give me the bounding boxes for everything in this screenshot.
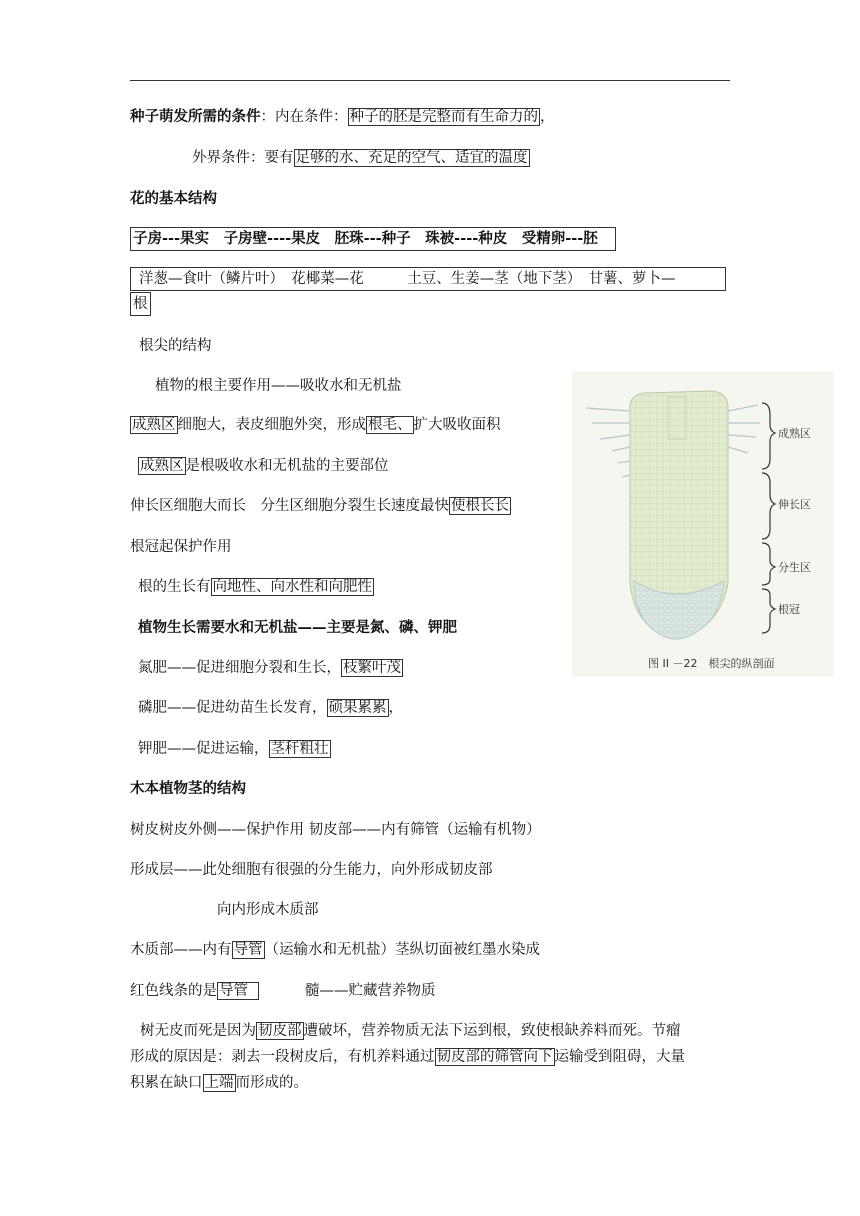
xylem-line xyxy=(130,939,540,961)
para-text-4: 运输受到阻碍，大量 xyxy=(554,1049,685,1065)
inner-end: ， xyxy=(540,109,555,125)
mature-zone-text: 细胞大，表皮细胞外突，形成 xyxy=(177,417,366,433)
flower-mapping: 子房---果实 子房壁----果皮 胚珠---种子 珠被----种皮 受精卵---胚 xyxy=(130,227,616,251)
cambium-line: 形成层——此处细胞有很强的分生能力，向外形成韧皮部 xyxy=(130,862,493,878)
outer-condition-label: 外界条件：要有 xyxy=(192,150,294,166)
edible-parts-line1: 洋葱—食叶（鳞片叶） 花椰菜—花 土豆、生姜—茎（地下茎） 甘薯、萝卜— xyxy=(130,267,726,291)
paragraph-line3 xyxy=(130,1072,308,1094)
root-tip-illustration xyxy=(572,371,834,677)
header-rule xyxy=(130,80,730,81)
phosphorus-text: 磷肥——促进幼苗生长发育， xyxy=(138,700,327,716)
elongation-text: 伸长区细胞大而长 分生区细胞分裂生长速度最快 xyxy=(130,498,449,514)
outer-condition-answer: 足够的水、充足的空气、适宜的温度 xyxy=(295,150,528,166)
para-text-5: 积累在缺口 xyxy=(130,1075,203,1091)
root-function: 植物的根主要作用——吸收水和无机盐 xyxy=(155,378,402,394)
stem-title: 木本植物茎的结构 xyxy=(130,780,246,797)
para-text-1: 树无皮而死是因为 xyxy=(140,1023,256,1039)
edible-parts-line2: 根 xyxy=(130,292,151,316)
potassium-line xyxy=(138,738,331,760)
xylem-end: （运输水和无机盐）茎纵切面被红墨水染成 xyxy=(264,942,540,958)
main-absorb-box: 成熟区 xyxy=(140,458,184,474)
mature-zone-line xyxy=(130,414,501,436)
main-absorb-text: 是根吸收水和无机盐的主要部位 xyxy=(185,458,389,474)
potassium-box: 茎秆粗壮 xyxy=(270,741,329,757)
vessel-text: 红色线条的是 xyxy=(130,983,217,999)
phosphorus-line xyxy=(138,697,403,719)
phosphorus-box: 硕果累累 xyxy=(328,700,387,716)
germination-title: 种子萌发所需的条件 xyxy=(130,108,261,125)
para-text-6: 而形成的。 xyxy=(235,1075,308,1091)
label-root-cap: 根冠 xyxy=(778,603,800,616)
sieve-tube-box: 韧皮部的筛管向下 xyxy=(436,1049,553,1065)
inward-line: 向内形成木质部 xyxy=(217,902,319,918)
para-text-3: 形成的原因是：剥去一段树皮后，有机养料通过 xyxy=(130,1049,435,1065)
figure-caption: 图 II －22 根尖的纵剖面 xyxy=(648,657,775,670)
zone-brackets xyxy=(762,403,775,633)
pith-text: 髓——贮藏营养物质 xyxy=(305,983,436,999)
potassium-text: 钾肥——促进运输， xyxy=(138,741,269,757)
vessel-box: 导管 xyxy=(217,982,259,1000)
label-maturation-zone: 成熟区 xyxy=(778,427,811,440)
label-elongation-zone: 伸长区 xyxy=(778,498,811,511)
root-cap-line: 根冠起保护作用 xyxy=(130,539,232,555)
vessel-line xyxy=(130,980,436,1002)
xylem-box: 导管 xyxy=(233,942,263,958)
germination-outer-line xyxy=(192,147,530,169)
root-tip-title: 根尖的结构 xyxy=(139,338,212,354)
mature-zone-end: 扩大吸收面积 xyxy=(413,417,501,433)
growth-line xyxy=(138,576,374,598)
elongation-line xyxy=(130,495,511,517)
root-hair-box: 根毛、 xyxy=(368,417,412,433)
elongation-box: 使根长长 xyxy=(451,498,509,514)
phosphorus-end: ， xyxy=(388,700,403,716)
label-meristem-zone: 分生区 xyxy=(778,561,811,574)
upper-end-box: 上端 xyxy=(204,1075,234,1091)
paragraph-line2 xyxy=(130,1046,685,1068)
bark-line: 树皮树皮外侧——保护作用 韧皮部——内有筛管（运输有机物） xyxy=(130,822,541,838)
nitrogen-text: 氮肥——促进细胞分裂和生长， xyxy=(138,660,341,676)
nitrogen-box: 枝繁叶茂 xyxy=(343,660,401,676)
fertilizer-title: 植物生长需要水和无机盐——主要是氮、磷、钾肥 xyxy=(138,619,457,636)
inner-condition-answer: 种子的胚是完整而有生命力的 xyxy=(349,109,538,125)
germination-inner-line xyxy=(130,106,555,128)
inner-condition-label: ：内在条件： xyxy=(260,109,348,125)
nitrogen-line xyxy=(138,657,403,679)
growth-box: 向地性、向水性和向肥性 xyxy=(212,579,372,595)
para-text-2: 遭破坏，营养物质无法下运到根，致使根缺养料而死。节瘤 xyxy=(303,1023,681,1039)
root-tip-figure xyxy=(572,371,834,677)
main-absorb-line xyxy=(138,455,389,477)
flower-title: 花的基本结构 xyxy=(130,190,217,207)
mature-zone-box: 成熟区 xyxy=(132,417,176,433)
paragraph-line1 xyxy=(140,1020,681,1042)
growth-text: 根的生长有 xyxy=(138,579,211,595)
xylem-text: 木质部——内有 xyxy=(130,942,232,958)
phloem-box: 韧皮部 xyxy=(258,1023,302,1039)
